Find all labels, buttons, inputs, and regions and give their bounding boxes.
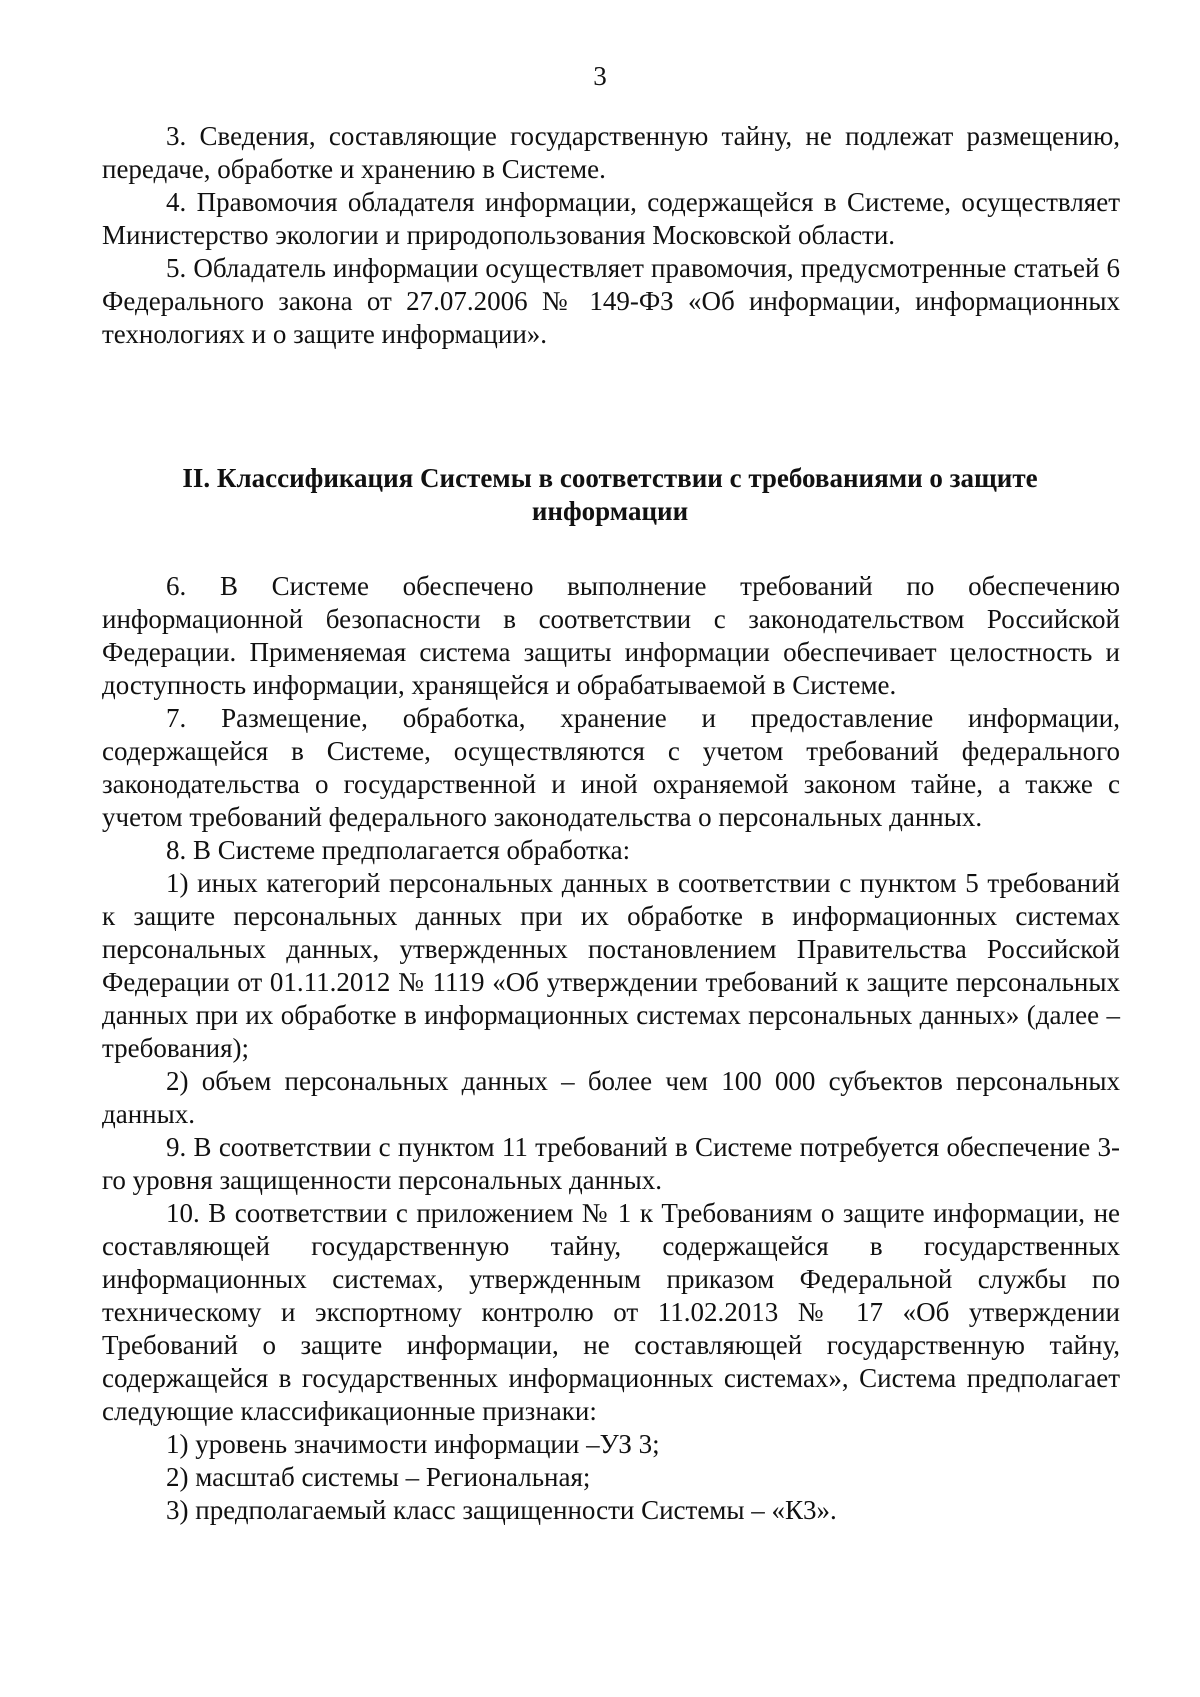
section-1-text (102, 120, 1120, 351)
paragraph-4: 4. Правомочия обладателя информации, содержащейся в Системе, осуществляет Министерство экологии и природопользования Московской области. (102, 187, 1120, 250)
paragraph-3: 3. Сведения, составляющие государственную тайну, не подлежат размещению, передаче, обработке и хранению в Системе. (102, 121, 1120, 184)
paragraph-10-item-3: 3) предполагаемый класс защищенности Системы – «К3». (166, 1495, 837, 1525)
paragraph-9: 9. В соответствии с пунктом 11 требований в Системе потребуется обеспечение 3-го уровня защищенности персональных данных. (102, 1132, 1120, 1195)
section-heading (150, 462, 1070, 528)
paragraph-8-item-2: 2) объем персональных данных – более чем 100 000 субъектов персональных данных. (102, 1066, 1120, 1129)
page-number: 3 (593, 61, 607, 91)
paragraph-6: 6. В Системе обеспечено выполнение требований по обеспечению информационной безопасности в соответствии с законодательством Российской Федерации. Применяемая система защиты информации обеспечивает целостность и доступность информации, хранящейся и обрабатываемой в Системе. (102, 571, 1120, 700)
section-2-text (102, 570, 1120, 1527)
paragraph-5: 5. Обладатель информации осуществляет правомочия, предусмотренные статьей 6 Федерального закона от 27.07.2006 № 149-ФЗ «Об информации, информационных технологиях и о защите информации». (102, 253, 1120, 349)
paragraph-7: 7. Размещение, обработка, хранение и предоставление информации, содержащейся в Системе, осуществляются с учетом требований федерального законодательства о государственной и иной охраняемой законом тайне, а также с учетом требований федерального законодательства о персональных данных. (102, 703, 1120, 832)
paragraph-8: 8. В Системе предполагается обработка: (166, 835, 631, 865)
paragraph-10: 10. В соответствии с приложением № 1 к Требованиям о защите информации, не составляющей государственную тайну, содержащейся в государственных информационных системах, утвержденным приказом Федеральной службы по техническому и экспортному контролю от 11.02.2013 № 17 «Об утверждении Требований о защите информации, не составляющей государственную тайну, содержащейся в государственных информационных системах», Система предполагает следующие классификационные признаки: (102, 1198, 1120, 1426)
paragraph-8-item-1: 1) иных категорий персональных данных в соответствии с пунктом 5 требований к защите персональных данных при их обработке в информационных системах персональных данных, утвержденных постановлением Правительства Российской Федерации от 01.11.2012 № 1119 «Об утверждении требований к защите персональных данных при их обработке в информационных системах персональных данных» (далее – требования); (102, 868, 1120, 1063)
paragraph-10-item-2: 2) масштаб системы – Региональная; (166, 1462, 591, 1492)
paragraph-10-item-1: 1) уровень значимости информации –УЗ 3; (166, 1429, 660, 1459)
section-heading-line-2: информации (531, 496, 689, 526)
section-heading-line-1: II. Классификация Системы в соответствии с требованиями о защите (182, 463, 1038, 493)
